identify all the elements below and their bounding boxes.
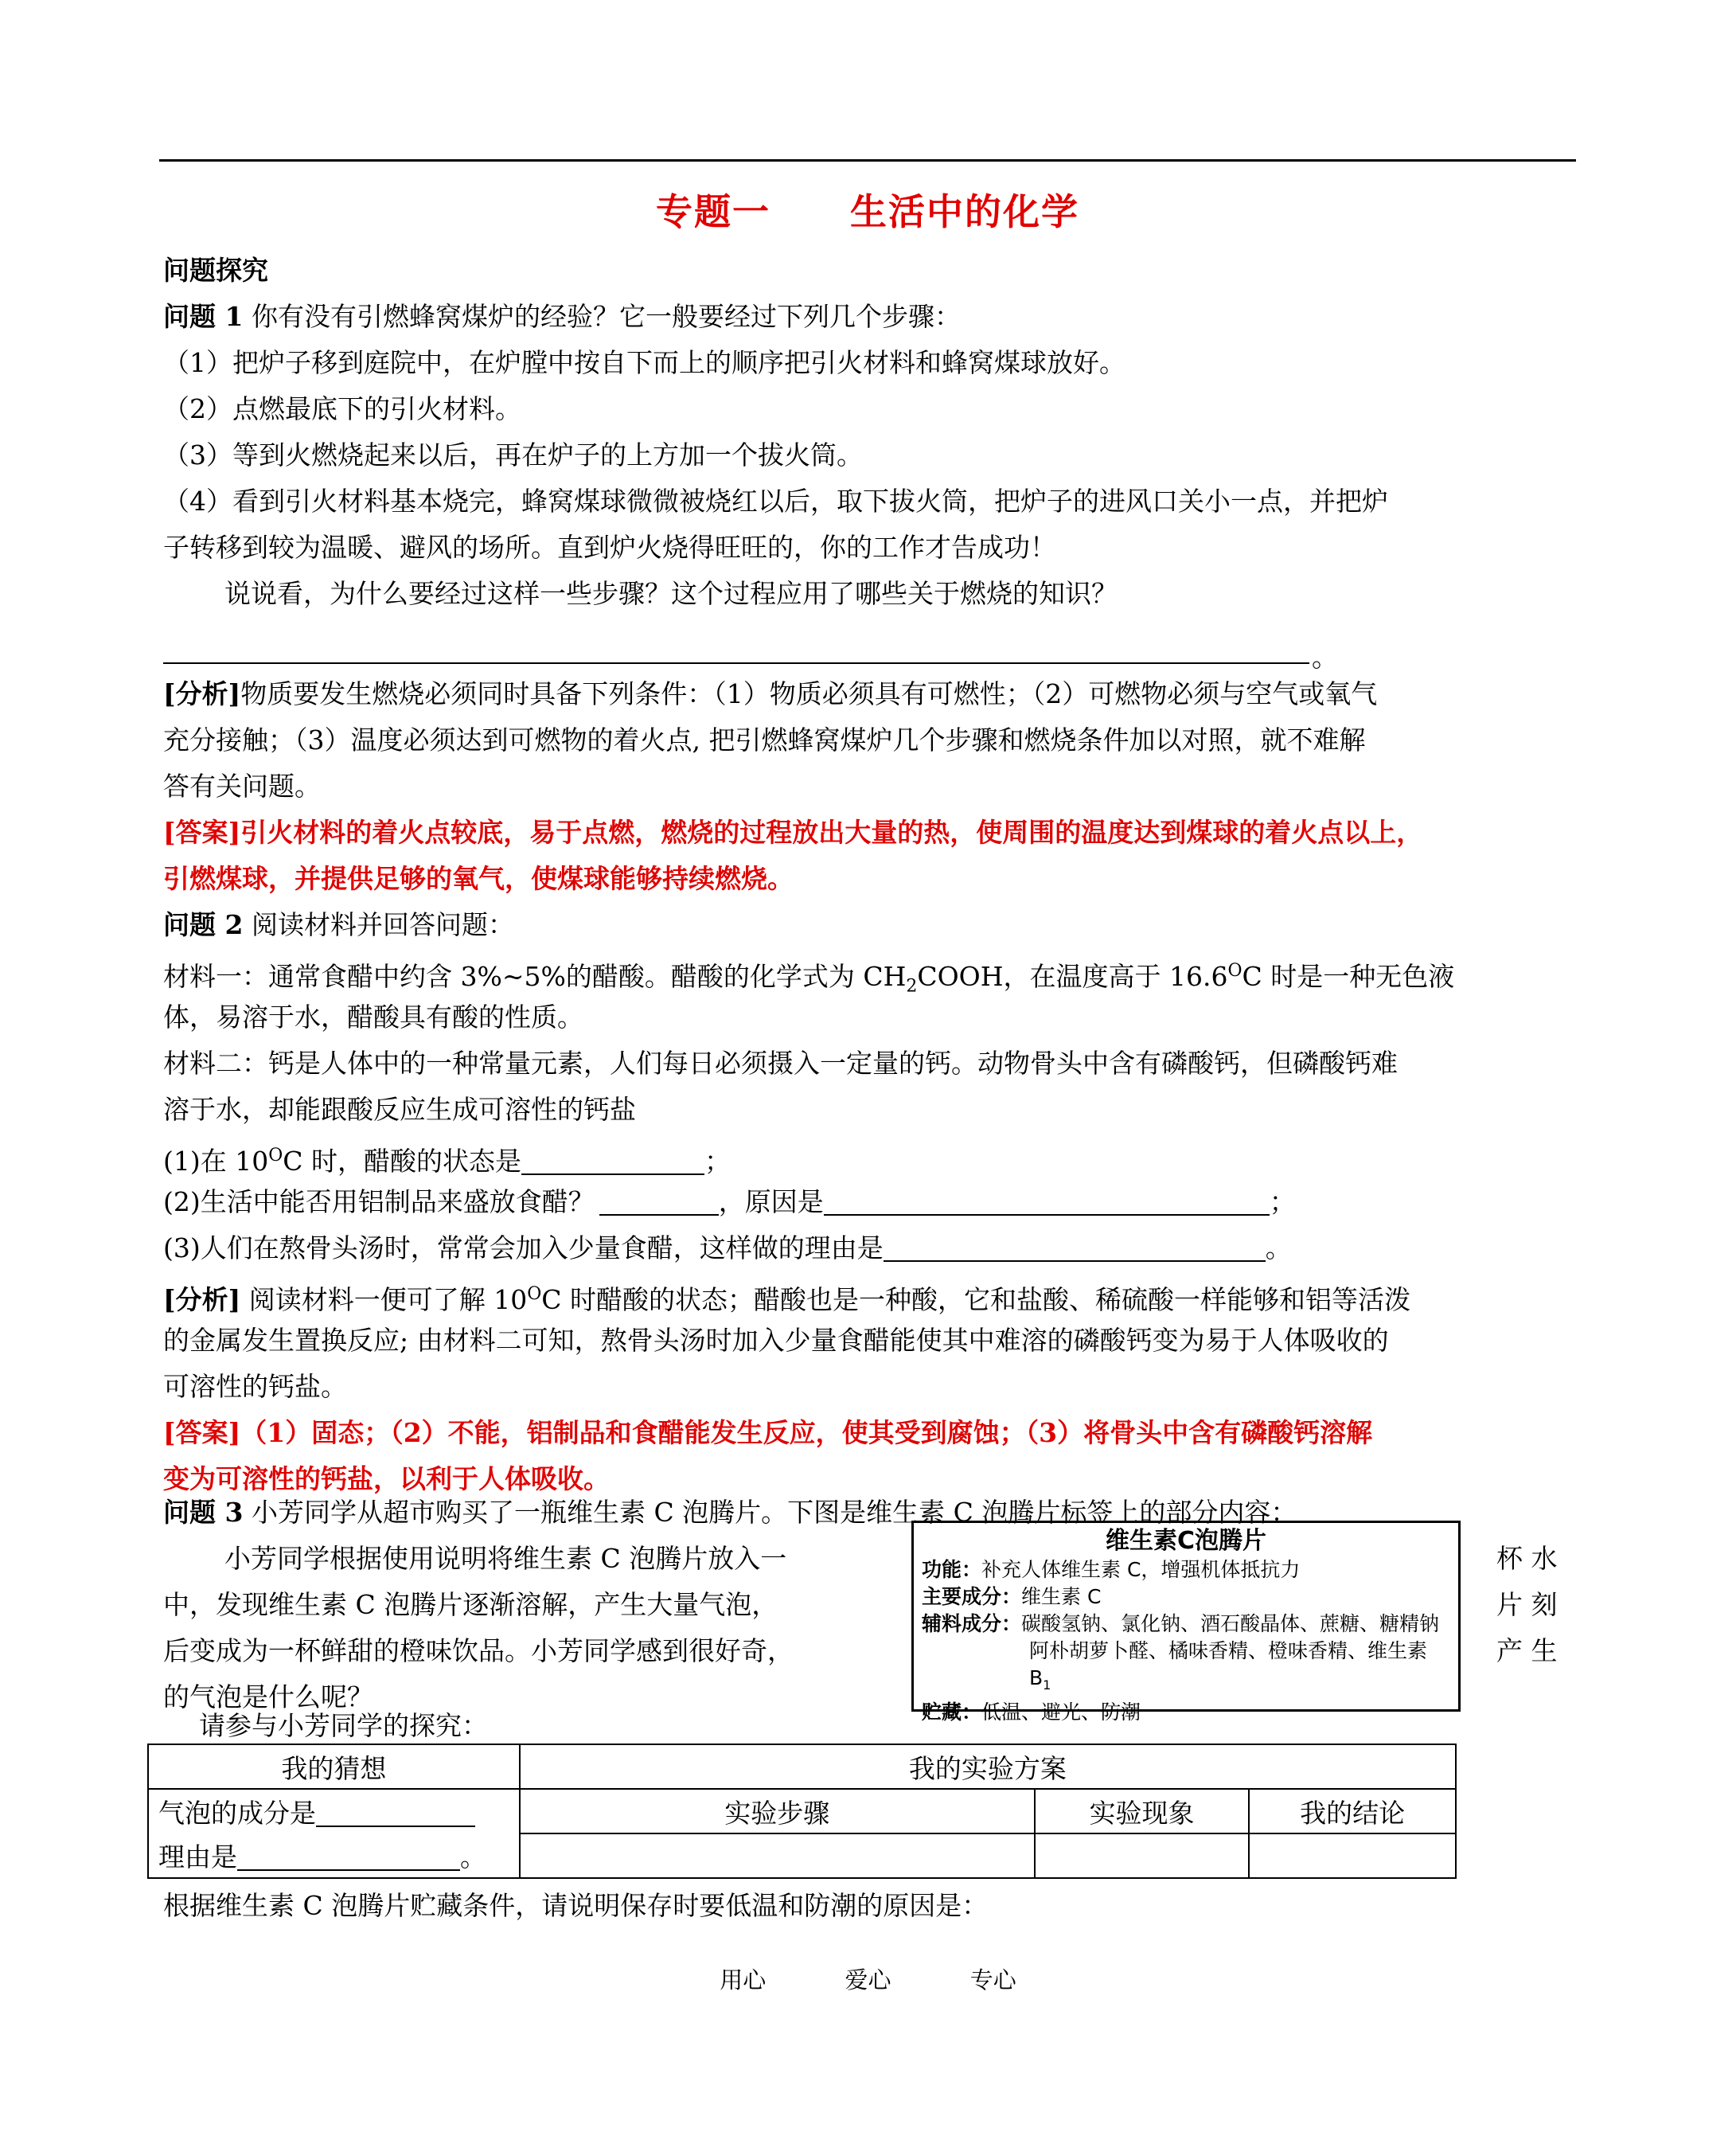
q1-intro-line — [163, 301, 961, 333]
q3-label: 问题 3 — [163, 1497, 244, 1528]
reason-blank[interactable] — [237, 1845, 460, 1871]
label-aux-key: 辅料成分： — [922, 1612, 1022, 1635]
q3-invite: 请参与小芳同学的探究： — [199, 1710, 488, 1741]
q2-material-2-line-1: 材料二：钙是人体中的一种常量元素，人们每日必须摄入一定量的钙。动物骨头中含有磷酸钙，但磷酸钙难 — [163, 1048, 1398, 1079]
q1-label: 问题 1 — [163, 301, 244, 332]
an1-text-b: C 时醋酸的状态；醋酸也是一种酸，它和盐酸、稀硫酸一样能够和铝等活泼 — [541, 1284, 1411, 1315]
label-main-val: 维生素 C — [1021, 1585, 1102, 1608]
q1-analysis-text-1: 物质要发生燃烧必须同时具备下列条件：（1）物质必须具有可燃性；（2）可燃物必须与空气或氧气 — [240, 678, 1378, 709]
s3-text-a: (3)人们在熬骨头汤时，常常会加入少量食醋，这样做的理由是 — [163, 1232, 884, 1263]
m1-sub: 2 — [906, 976, 918, 997]
m1-text-c: C 时是一种无色液 — [1242, 961, 1455, 992]
label-aux-val-2: 阿朴胡萝卜醛、橘味香精、橙味香精、维生素 B — [1029, 1639, 1428, 1689]
title-part-1: 专题一 — [656, 190, 770, 233]
experiment-table — [147, 1744, 1457, 1879]
q2-analysis-label: [分析] — [163, 1284, 241, 1315]
s2-end: ； — [1269, 1186, 1296, 1217]
reason-end: 。 — [460, 1841, 486, 1872]
steps-cell[interactable] — [520, 1833, 1035, 1878]
guess-text: 气泡的成分是 — [158, 1798, 316, 1829]
phenomena-cell[interactable] — [1035, 1833, 1250, 1878]
guess-header: 我的猜想 — [148, 1744, 520, 1789]
s2-text-b: ，原因是 — [718, 1186, 824, 1217]
label-aux-sub: 1 — [1043, 1677, 1051, 1693]
footer-item-3: 专心 — [969, 1966, 1016, 1993]
m1-sup: O — [1227, 961, 1243, 981]
fill-blank-4[interactable] — [884, 1236, 1266, 1262]
s2-text-a: (2)生活中能否用铝制品来盛放食醋？ — [163, 1186, 595, 1217]
q2-material-2-line-2: 溶于水，却能跟酸反应生成可溶性的钙盐 — [163, 1094, 636, 1125]
label-func-val: 补充人体维生素 C，增强机体抵抗力 — [981, 1558, 1301, 1581]
q3-final-question: 根据维生素 C 泡腾片贮藏条件，请说明保存时要低温和防潮的原因是： — [163, 1890, 989, 1921]
page-footer — [0, 1962, 1736, 1995]
answer-blank-line — [163, 662, 1309, 664]
q1-step-1: （1）把炉子移到庭院中，在炉膛中按自下而上的顺序把引火材料和蜂窝煤球放好。 — [163, 347, 1125, 378]
title-part-2: 生活中的化学 — [850, 190, 1079, 233]
q1-analysis-label: [分析] — [163, 678, 241, 709]
q3-para-line-1: 小芳同学根据使用说明将维生素 C 泡腾片放入一 — [224, 1543, 787, 1574]
label-main-key: 主要成分： — [922, 1585, 1022, 1608]
an1-sup: O — [527, 1284, 542, 1304]
q1-question: 说说看，为什么要经过这样一些步骤？这个过程应用了哪些关于燃烧的知识？ — [224, 578, 1118, 609]
q3-para-line-3: 后变成为一杯鲜甜的橙味饮品。小芳同学感到很好奇， — [163, 1635, 794, 1666]
q3-side-1: 杯 水 — [1496, 1543, 1558, 1574]
q1-step-2: （2）点燃最底下的引火材料。 — [163, 393, 521, 424]
q2-answer-line-1: [答案]（1）固态；（2）不能，铝制品和食醋能发生反应，使其受到腐蚀；（3）将骨头中含有磷酸钙溶解 — [163, 1417, 1373, 1448]
label-title: 维生素C泡腾片 — [1105, 1527, 1267, 1555]
q2-intro: 阅读材料并回答问题： — [251, 909, 514, 940]
label-store-val: 低温、避光、防潮 — [981, 1701, 1141, 1724]
q1-step-4: （4）看到引火材料基本烧完，蜂窝煤球微微被烧红以后，取下拔火筒，把炉子的进风口关小一点，并把炉 — [163, 486, 1388, 517]
footer-item-1: 用心 — [720, 1966, 767, 1993]
conclusion-cell[interactable] — [1249, 1833, 1456, 1878]
q2-sub-3 — [163, 1232, 1292, 1264]
s1-text-a: (1)在 10 — [163, 1146, 269, 1177]
reason-text: 理由是 — [158, 1841, 237, 1872]
plan-header: 我的实验方案 — [520, 1744, 1456, 1789]
an1-text-a: 阅读材料一便可了解 10 — [240, 1284, 528, 1315]
q3-intro: 小芳同学从超市购买了一瓶维生素 C 泡腾片。下图是维生素 C 泡腾片标签上的部分内容： — [251, 1497, 1297, 1528]
footer-item-2: 爱心 — [845, 1966, 891, 1993]
label-main-ingredient — [922, 1583, 1450, 1611]
q3-side-2: 片 刻 — [1496, 1589, 1558, 1620]
q2-analysis-line-3: 可溶性的钙盐。 — [163, 1371, 347, 1402]
fill-blank-1[interactable] — [521, 1150, 704, 1175]
q2-material-1-line-2: 体，易溶于水，醋酸具有酸的性质。 — [163, 1002, 583, 1033]
s1-end: ； — [704, 1146, 731, 1177]
header-rule — [159, 159, 1576, 162]
guess-blank[interactable] — [316, 1802, 475, 1827]
q3-para-line-2: 中，发现维生素 C 泡腾片逐渐溶解，产生大量气泡， — [163, 1589, 778, 1620]
q2-analysis-line-1 — [163, 1279, 1410, 1316]
s1-sup: O — [268, 1146, 283, 1166]
q1-answer-line-2: 引燃煤球，并提供足够的氧气，使煤球能够持续燃烧。 — [163, 863, 794, 894]
q1-intro: 你有没有引燃蜂窝煤炉的经验？它一般要经过下列几个步骤： — [251, 301, 961, 332]
label-function — [922, 1556, 1450, 1583]
s3-end: 。 — [1265, 1232, 1292, 1263]
vitamin-c-label-box — [911, 1521, 1461, 1724]
s1-text-b: C 时，醋酸的状态是 — [283, 1146, 522, 1177]
q1-step-4-cont: 子转移到较为温暖、避风的场所。直到炉火烧得旺旺的，你的工作才告成功！ — [163, 532, 1056, 563]
q2-sub-1 — [163, 1140, 731, 1177]
q2-answer-line-2: 变为可溶性的钙盐，以利于人体吸收。 — [163, 1463, 610, 1494]
q1-analysis-line-2: 充分接触；（3）温度必须达到可燃物的着火点, 把引燃蜂窝煤炉几个步骤和燃烧条件加以对照，就不难解 — [163, 724, 1366, 756]
conclusion-header: 我的结论 — [1249, 1789, 1456, 1833]
q2-label: 问题 2 — [163, 909, 244, 940]
answer-period: 。 — [1312, 642, 1338, 673]
guess-cell-2[interactable] — [148, 1833, 520, 1878]
section-heading: 问题探究 — [163, 255, 268, 286]
q1-step-3: （3）等到火燃烧起来以后，再在炉子的上方加一个拔火筒。 — [163, 439, 863, 471]
q3-side-3: 产 生 — [1496, 1635, 1558, 1666]
m1-text-b: COOH，在温度高于 16.6 — [917, 961, 1228, 992]
q2-sub-2 — [163, 1186, 1296, 1218]
label-storage — [922, 1699, 1450, 1726]
label-func-key: 功能： — [922, 1558, 982, 1581]
label-aux-ingredients-cont — [922, 1638, 1450, 1699]
fill-blank-3[interactable] — [824, 1190, 1270, 1216]
page-title — [159, 183, 1576, 236]
guess-cell-1[interactable] — [148, 1789, 520, 1833]
m1-text-a: 材料一：通常食醋中约含 3%~5%的醋酸。醋酸的化学式为 CH — [163, 961, 907, 992]
fill-blank-2[interactable] — [599, 1190, 719, 1216]
q2-intro-line — [163, 909, 514, 941]
q1-analysis-line-3: 答有关问题。 — [163, 771, 321, 802]
q1-analysis-line-1 — [163, 678, 1377, 710]
q2-material-1-line-1 — [163, 955, 1454, 1003]
label-aux-ingredients — [922, 1611, 1450, 1638]
label-aux-val-1: 碳酸氢钠、氯化钠、酒石酸晶体、蔗糖、糖精钠 — [1021, 1612, 1440, 1635]
q1-answer-line-1: [答案]引火材料的着火点较底，易于点燃，燃烧的过程放出大量的热，使周围的温度达到煤球的着火点以上， — [163, 817, 1423, 848]
steps-header: 实验步骤 — [520, 1789, 1035, 1833]
label-store-key: 贮藏： — [922, 1701, 982, 1724]
phenomena-header: 实验现象 — [1035, 1789, 1250, 1833]
q3-para-line-4: 的气泡是什么呢？ — [163, 1681, 373, 1712]
q2-analysis-line-2: 的金属发生置换反应; 由材料二可知，熬骨头汤时加入少量食醋能使其中难溶的磷酸钙变为易于人体吸收的 — [163, 1325, 1389, 1356]
